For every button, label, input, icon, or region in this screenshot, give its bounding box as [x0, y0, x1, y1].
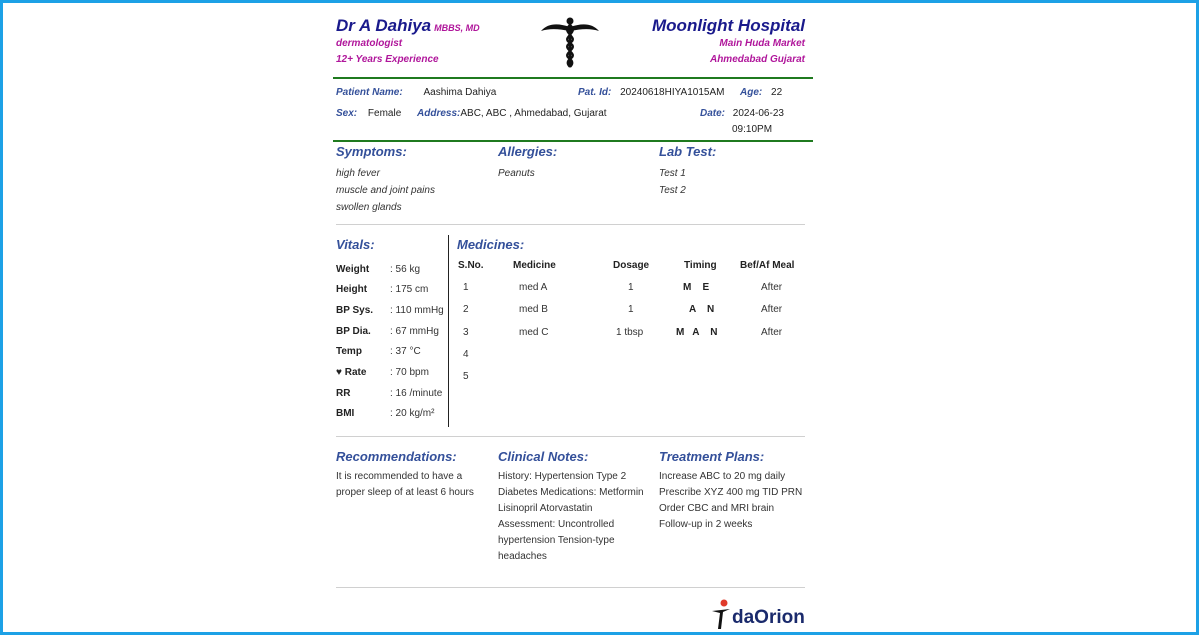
hospital-address-line2: Ahmedabad Gujarat: [709, 54, 805, 65]
med-dosage: 1: [628, 304, 634, 315]
vital-value: : 56 kg: [390, 264, 421, 275]
brand-name: daOrion: [732, 607, 805, 628]
patient-age: 22: [771, 87, 783, 98]
symptom-item: swollen glands: [336, 202, 402, 213]
vital-label: BP Sys.: [336, 305, 374, 316]
med-dosage: 1 tbsp: [616, 327, 644, 338]
symptom-item: muscle and joint pains: [336, 185, 435, 196]
brand-logo: [710, 599, 805, 633]
doctor-name-text: Dr A Dahiya: [336, 16, 432, 35]
vital-bp-dia: [336, 326, 439, 337]
patient-date-label: Date:: [700, 108, 726, 119]
med-meal: After: [761, 304, 783, 315]
vital-label: BMI: [336, 408, 355, 419]
header-divider: [333, 77, 813, 79]
patient-date: 2024-06-23: [732, 108, 784, 119]
lab-test-list: [659, 165, 686, 199]
prescription-page: [328, 3, 813, 635]
vital-label: Height: [336, 284, 368, 295]
patient-sex: Female: [367, 108, 402, 119]
vital-label: BP Dia.: [336, 326, 371, 337]
doctor-specialty: dermatologist: [336, 38, 403, 49]
med-timing: M A N: [676, 327, 718, 338]
treatment-plan-item: Prescribe XYZ 400 mg TID PRN: [659, 487, 803, 498]
med-sno: 3: [463, 327, 469, 338]
doctor-degree: MBBS, MD: [434, 23, 480, 33]
med-sno: 1: [463, 282, 469, 293]
lab-test-title: Lab Test:: [659, 144, 717, 159]
hospital-address-line1: Main Huda Market: [719, 38, 805, 49]
patient-address-row: [417, 108, 607, 119]
allergies-list: [498, 165, 535, 182]
med-dosage: 1: [628, 282, 634, 293]
treatment-plans-list: [659, 469, 809, 533]
patient-sex-row: [336, 108, 401, 119]
med-header-meal: Bef/Af Meal: [740, 260, 795, 271]
vital-bmi: [336, 408, 434, 419]
patient-address-label: Address:: [417, 108, 461, 119]
doctor-experience: 12+ Years Experience: [336, 54, 439, 65]
patient-name: Aashima Dahiya: [423, 87, 497, 98]
vital-rr: [336, 388, 442, 399]
heart-icon: ♥: [336, 367, 342, 378]
patient-id: 20240618HIYA1015AM: [620, 87, 725, 98]
vital-label: Temp: [336, 346, 362, 357]
vital-value: : 110 mmHg: [390, 305, 444, 316]
footer-divider: [336, 587, 805, 588]
vitals-title: Vitals:: [336, 237, 375, 252]
med-meal: After: [761, 327, 783, 338]
caduceus-icon: [540, 17, 600, 69]
medicines-title: Medicines:: [457, 237, 525, 252]
clinical-notes-text: History: Hypertension Type 2 Diabetes Medications: Metformin Lisinopril Atorvastatin Assessment: Uncontrolled hypertension Tension-type headaches: [498, 471, 644, 562]
vital-value: : 175 cm: [390, 284, 429, 295]
vital-bp-sys: [336, 305, 444, 316]
med-name: med A: [519, 282, 548, 293]
treatment-plan-item: Follow-up in 2 weeks: [659, 519, 753, 530]
vital-value: : 67 mmHg: [390, 326, 439, 337]
patient-time-text: 09:10PM: [732, 124, 773, 135]
vital-temp: [336, 346, 421, 357]
treatment-plan-item: Increase ABC to 20 mg daily: [659, 471, 786, 482]
med-sno: 5: [463, 371, 469, 382]
med-timing: M E: [683, 282, 710, 293]
vital-value: : 20 kg/m²: [390, 408, 435, 419]
med-name: med B: [519, 304, 548, 315]
recommendations-title: Recommendations:: [336, 449, 457, 464]
vital-weight: [336, 264, 420, 275]
patient-id-row: [578, 87, 724, 98]
allergies-title: Allergies:: [498, 144, 558, 159]
vital-height: [336, 284, 428, 295]
brand-figure-icon: [710, 599, 732, 631]
med-header-medicine: Medicine: [513, 260, 556, 271]
info-divider: [333, 140, 813, 142]
patient-sex-label: Sex:: [336, 108, 358, 119]
patient-time: [732, 124, 772, 135]
patient-name-label: Patient Name:: [336, 87, 403, 98]
clinical-notes-title: Clinical Notes:: [498, 449, 589, 464]
med-name: med C: [519, 327, 549, 338]
med-timing: A N: [689, 304, 715, 315]
vital-label: RR: [336, 388, 351, 399]
vital-value: : 70 bpm: [390, 367, 429, 378]
vital-label: Rate: [344, 367, 367, 378]
treatment-plans-title: Treatment Plans:: [659, 449, 765, 464]
med-sno: 2: [463, 304, 469, 315]
vital-value: : 37 °C: [390, 346, 421, 357]
vital-label-wrap: [336, 367, 390, 378]
section-divider: [336, 224, 805, 225]
section-divider: [336, 436, 805, 437]
med-meal: After: [761, 282, 783, 293]
vital-value: : 16 /minute: [390, 388, 443, 399]
hospital-name: Moonlight Hospital: [652, 16, 805, 35]
recommendations-text: It is recommended to have a proper sleep of at least 6 hours: [336, 471, 474, 498]
vital-heart-rate: [336, 367, 429, 378]
doctor-name: [336, 16, 480, 36]
symptoms-list: [336, 165, 435, 216]
treatment-plan-item: Order CBC and MRI brain: [659, 503, 775, 514]
vitals-divider: [448, 235, 449, 427]
lab-test-item: Test 2: [659, 185, 686, 196]
patient-id-label: Pat. Id:: [578, 87, 612, 98]
med-header-dosage: Dosage: [613, 260, 650, 271]
patient-date-row: [700, 108, 784, 119]
patient-age-label: Age:: [740, 87, 763, 98]
patient-name-row: [336, 87, 496, 98]
vital-label: Weight: [336, 264, 370, 275]
patient-address: ABC, ABC , Ahmedabad, Gujarat: [460, 108, 607, 119]
med-header-sno: S.No.: [458, 260, 484, 271]
med-sno: 4: [463, 349, 469, 360]
lab-test-item: Test 1: [659, 168, 686, 179]
med-header-timing: Timing: [684, 260, 717, 271]
allergy-item: Peanuts: [498, 168, 535, 179]
symptom-item: high fever: [336, 168, 380, 179]
symptoms-title: Symptoms:: [336, 144, 407, 159]
patient-age-row: [740, 87, 782, 98]
